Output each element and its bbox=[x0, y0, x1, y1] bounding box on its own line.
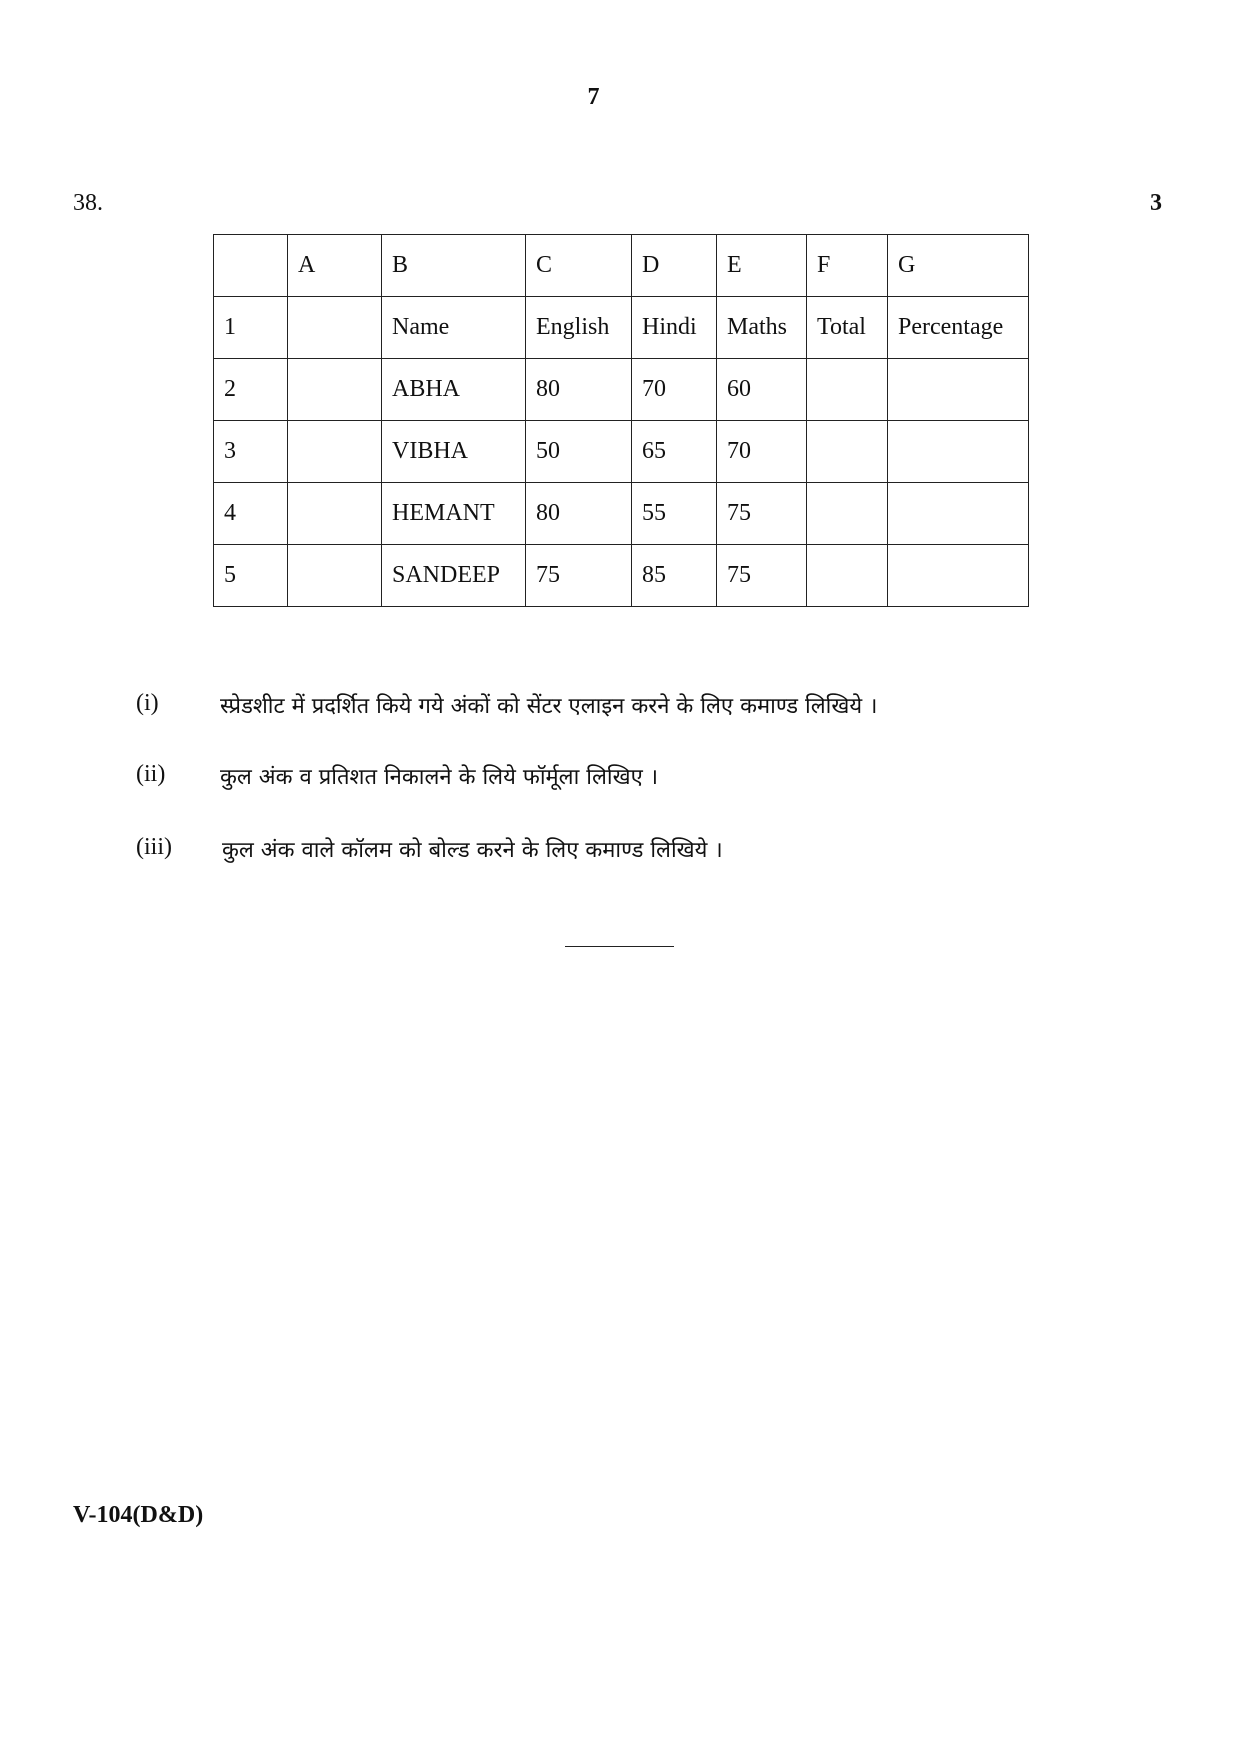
sub-question-text: कुल अंक वाले कॉलम को बोल्ड करने के लिए कमाण्ड लिखिये । bbox=[222, 838, 723, 863]
end-divider bbox=[565, 946, 674, 947]
table-cell: Maths bbox=[717, 297, 807, 359]
row-number-cell: 1 bbox=[214, 297, 288, 359]
spreadsheet-table bbox=[213, 234, 1029, 607]
row-number-cell: 2 bbox=[214, 359, 288, 421]
table-cell: 80 bbox=[526, 483, 632, 545]
row-number-cell: 4 bbox=[214, 483, 288, 545]
column-header-cell: D bbox=[632, 235, 717, 297]
column-header-cell: F bbox=[807, 235, 888, 297]
table-cell: Hindi bbox=[632, 297, 717, 359]
table-cell bbox=[288, 545, 382, 607]
paper-code: V-104(D&D) bbox=[73, 1502, 204, 1528]
table-cell: Percentage bbox=[888, 297, 1029, 359]
sub-question-text: स्प्रेडशीट में प्रदर्शित किये गये अंकों को सेंटर एलाइन करने के लिए कमाण्ड लिखिये । bbox=[220, 694, 878, 719]
table-cell: ABHA bbox=[382, 359, 526, 421]
table-cell: 75 bbox=[717, 483, 807, 545]
column-header-cell: B bbox=[382, 235, 526, 297]
table-cell bbox=[807, 359, 888, 421]
column-header-cell: C bbox=[526, 235, 632, 297]
table-cell bbox=[888, 421, 1029, 483]
column-header-row bbox=[214, 235, 1029, 297]
row-number-cell: 3 bbox=[214, 421, 288, 483]
table-row bbox=[214, 421, 1029, 483]
table-row bbox=[214, 483, 1029, 545]
table-cell bbox=[888, 545, 1029, 607]
question-number: 38. bbox=[73, 190, 103, 216]
table-cell: 50 bbox=[526, 421, 632, 483]
sub-question-label: (i) bbox=[136, 690, 159, 716]
table-row bbox=[214, 545, 1029, 607]
table-cell bbox=[288, 297, 382, 359]
table-cell bbox=[888, 483, 1029, 545]
table-row bbox=[214, 297, 1029, 359]
column-header-cell bbox=[214, 235, 288, 297]
table-cell bbox=[888, 359, 1029, 421]
column-header-cell: G bbox=[888, 235, 1029, 297]
table-cell: 85 bbox=[632, 545, 717, 607]
table-row bbox=[214, 359, 1029, 421]
table-cell bbox=[288, 483, 382, 545]
table-cell: 60 bbox=[717, 359, 807, 421]
table-cell: Name bbox=[382, 297, 526, 359]
column-header-cell: A bbox=[288, 235, 382, 297]
table-cell bbox=[807, 483, 888, 545]
sub-question-label: (ii) bbox=[136, 761, 166, 787]
table-cell: SANDEEP bbox=[382, 545, 526, 607]
table-cell bbox=[288, 421, 382, 483]
table-cell: Total bbox=[807, 297, 888, 359]
page-number: 7 bbox=[587, 84, 600, 110]
table-cell: VIBHA bbox=[382, 421, 526, 483]
table-cell bbox=[807, 545, 888, 607]
table-cell bbox=[288, 359, 382, 421]
table-cell: 65 bbox=[632, 421, 717, 483]
sub-question-label: (iii) bbox=[136, 834, 172, 860]
column-header-cell: E bbox=[717, 235, 807, 297]
table-cell: 70 bbox=[632, 359, 717, 421]
table-cell bbox=[807, 421, 888, 483]
table-cell: HEMANT bbox=[382, 483, 526, 545]
table-cell: 80 bbox=[526, 359, 632, 421]
question-marks: 3 bbox=[1150, 190, 1162, 216]
table-cell: 75 bbox=[717, 545, 807, 607]
table-cell: 55 bbox=[632, 483, 717, 545]
sub-question-text: कुल अंक व प्रतिशत निकालने के लिये फॉर्मूला लिखिए । bbox=[220, 765, 659, 790]
table-cell: 75 bbox=[526, 545, 632, 607]
row-number-cell: 5 bbox=[214, 545, 288, 607]
table-cell: English bbox=[526, 297, 632, 359]
table-cell: 70 bbox=[717, 421, 807, 483]
